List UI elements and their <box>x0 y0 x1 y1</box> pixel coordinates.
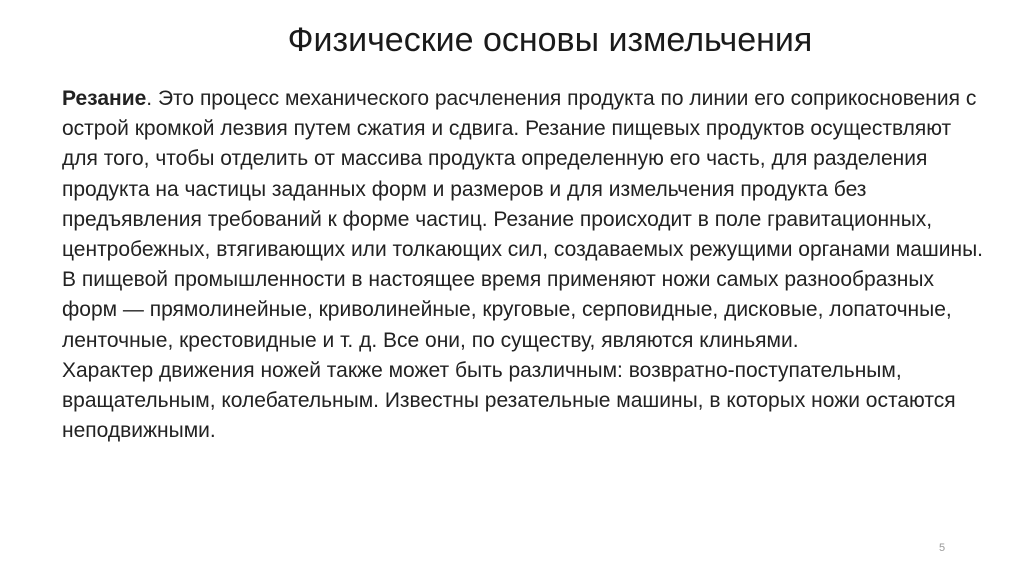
paragraph-cutting-definition <box>62 84 992 265</box>
term-cutting: Резание <box>62 87 147 110</box>
slide-body <box>62 84 992 446</box>
slide-title: Физические основы измельчения <box>287 21 813 59</box>
page-number: 5 <box>938 542 946 554</box>
paragraph-knife-forms: В пищевой промышленности в настоящее время применяют ножи самых разнообразных форм — прямолинейные, криволинейные, круговые, серповидные, дисковые, лопаточные, ленточные, крестовидные и т. д. Все они, по существу, являются клиньями. <box>62 268 952 352</box>
paragraph-knife-motion: Характер движения ножей также может быть различным: возвратно-поступательным, вращательным, колебательным. Известны резательные машины, в которых ножи остаются неподвижными. <box>62 358 956 443</box>
cutting-definition-text: . Это процесс механического расчленения продукта по линии его соприкосновения с острой кромкой лезвия путем сжатия и сдвига. Резание пищевых продуктов осуществляют для того, чтобы отделить от массива продукта определенную его часть, для разделения продукта на частицы заданных форм и размеров и для измельчения продукта без предъявления требований к форме частиц. Резание происходит в поле гравитационных, центробежных, втягивающих или толкающих сил, создаваемых режущими органами машины. <box>62 87 984 262</box>
